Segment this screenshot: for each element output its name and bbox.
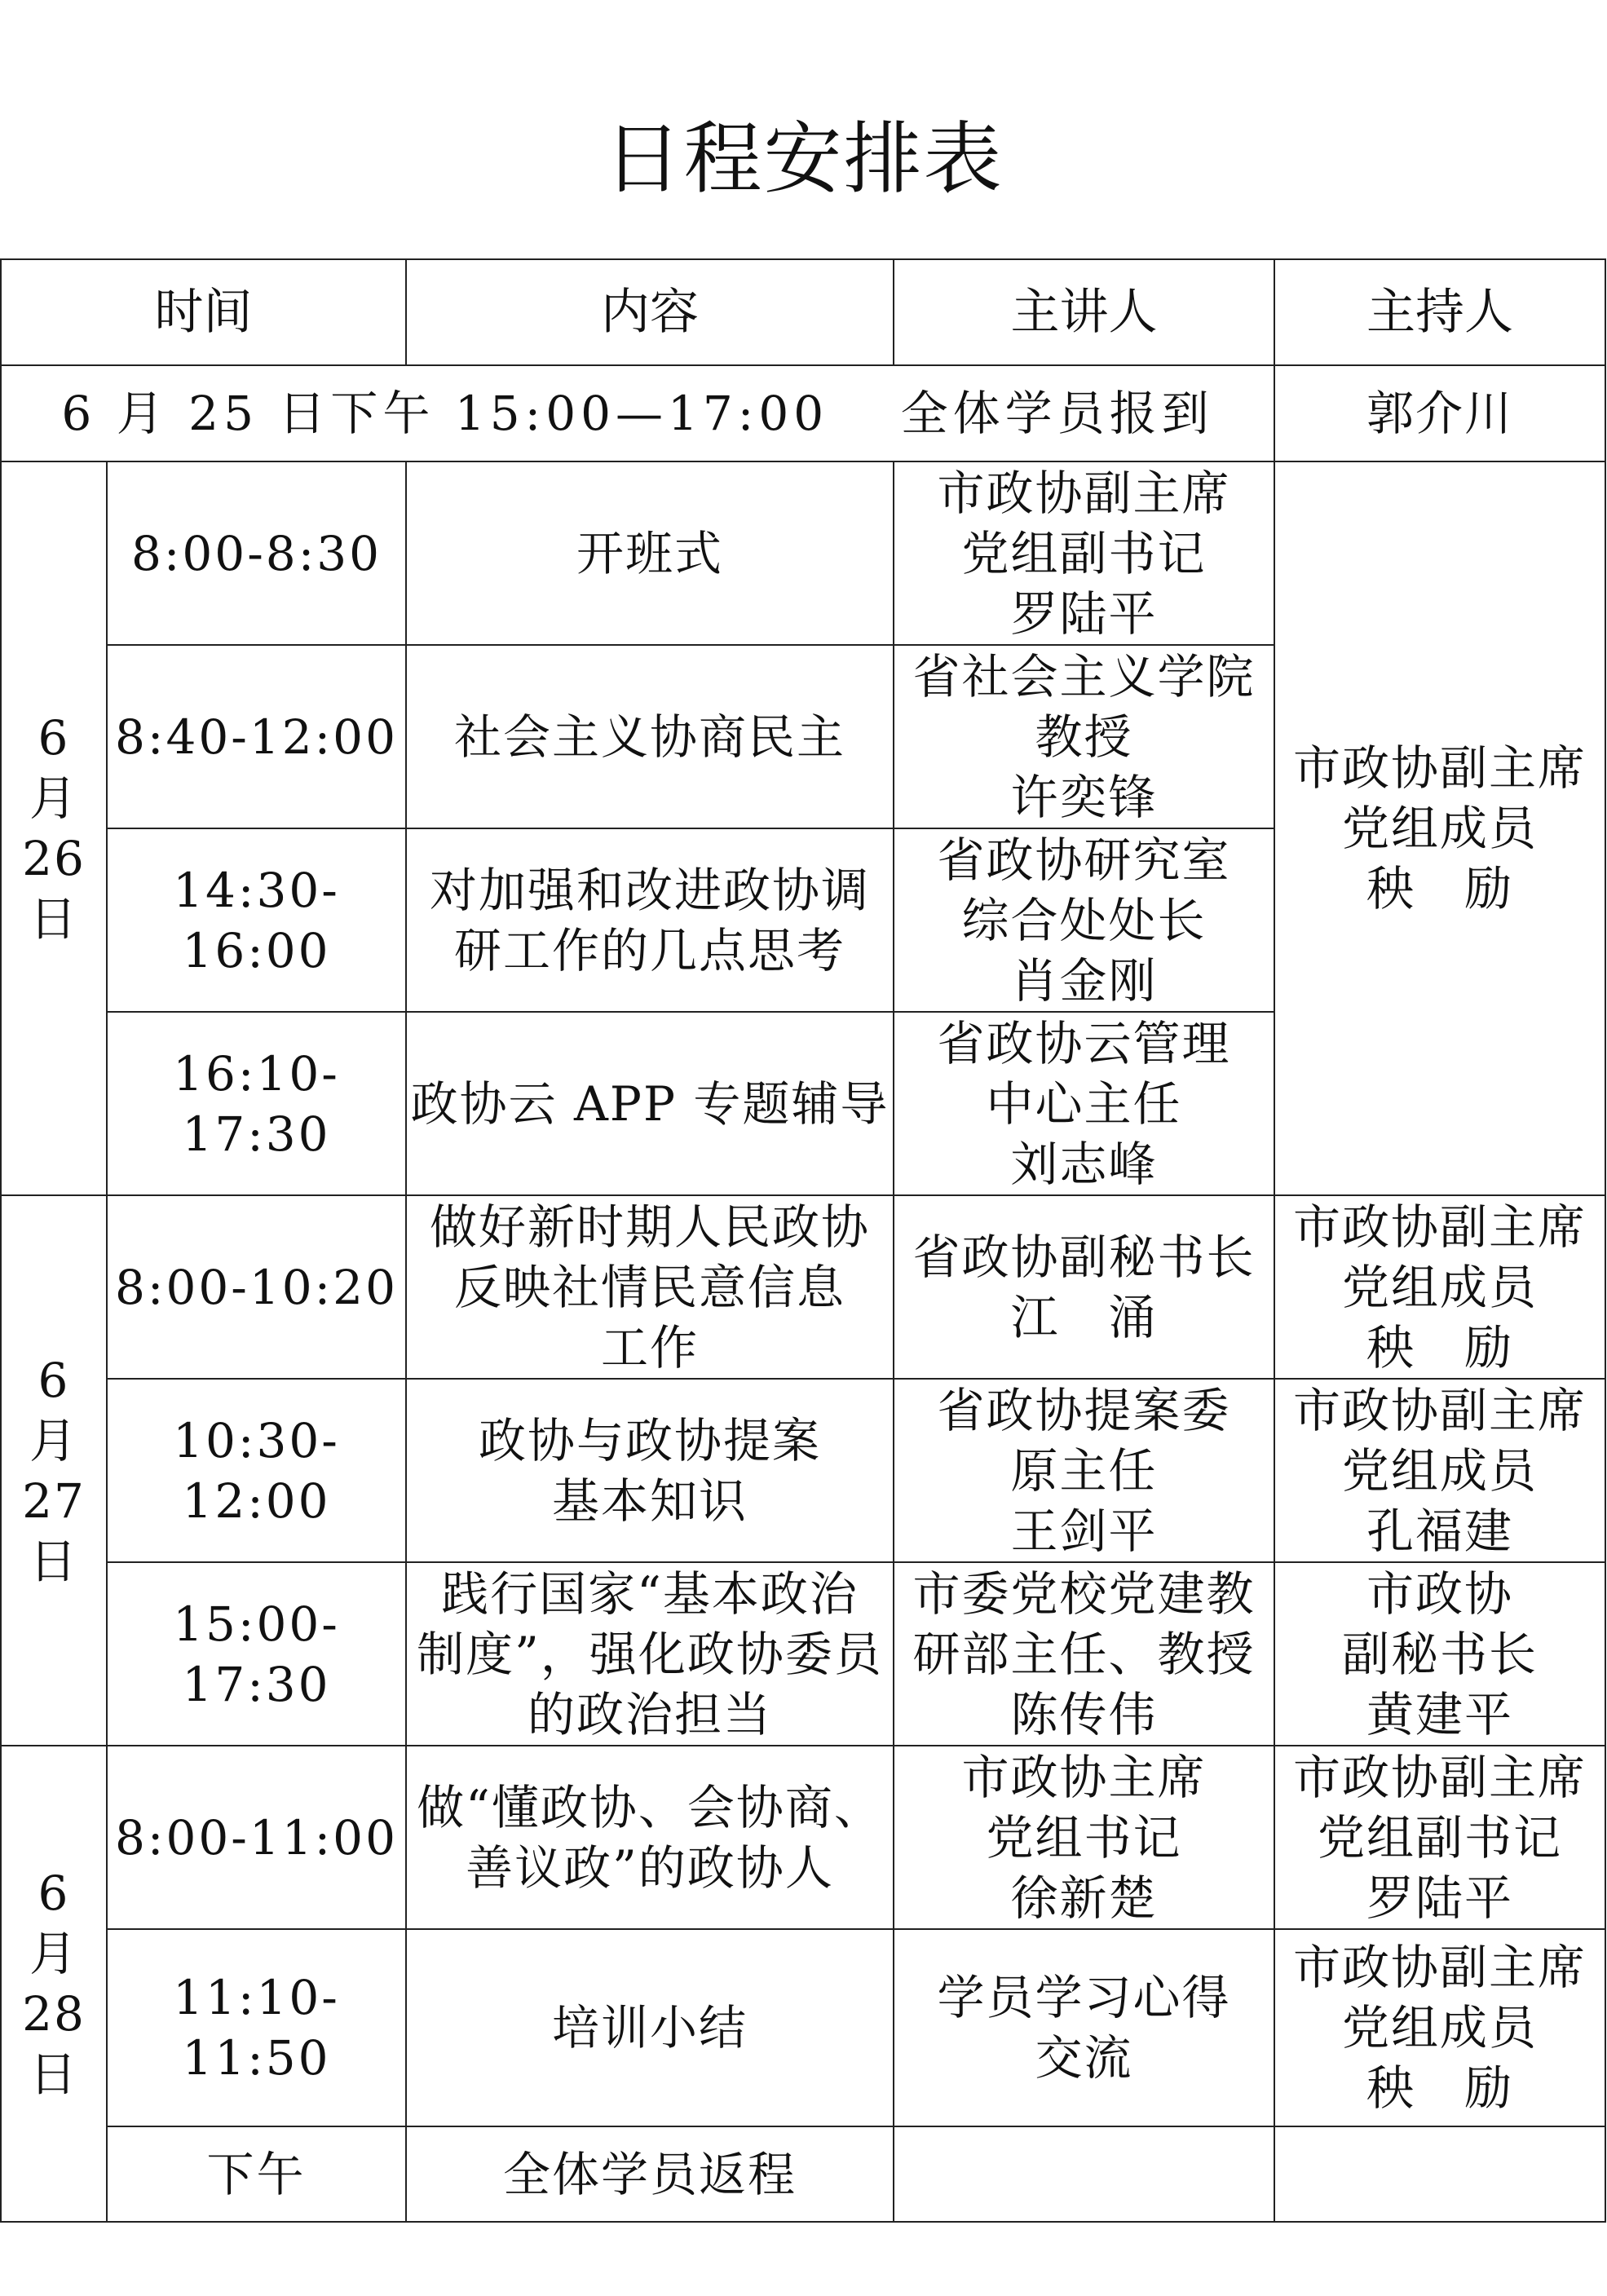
session-speaker: 省政协副秘书长 江 涌 — [894, 1195, 1274, 1379]
session-time: 下午 — [107, 2126, 406, 2222]
registration-host: 郭介川 — [1274, 365, 1605, 461]
session-content: 践行国家“基本政治 制度”，强化政协委员 的政治担当 — [406, 1562, 894, 1746]
session-content: 政协与政协提案 基本知识 — [406, 1379, 894, 1562]
session-content: 社会主义协商民主 — [406, 645, 894, 828]
session-host: 市政协副主席 党组副书记 罗陆平 — [1274, 1746, 1605, 1929]
header-speaker: 主讲人 — [894, 259, 1274, 365]
session-content: 培训小结 — [406, 1929, 894, 2126]
table-row — [1, 1195, 1605, 1379]
registration-text: 6 月 25 日下午 15:00—17:00 全体学员报到 — [1, 365, 1274, 461]
session-time: 16:10-17:30 — [107, 1012, 406, 1195]
session-speaker: 市政协副主席 党组副书记 罗陆平 — [894, 461, 1274, 645]
session-content: 对加强和改进政协调 研工作的几点思考 — [406, 828, 894, 1012]
session-speaker — [894, 2126, 1274, 2222]
session-host: 市政协 副秘书长 黄建平 — [1274, 1562, 1605, 1746]
session-time: 8:00-10:20 — [107, 1195, 406, 1379]
table-row — [1, 1562, 1605, 1746]
session-host: 市政协副主席 党组成员 孔福建 — [1274, 1379, 1605, 1562]
table-row — [1, 1929, 1605, 2126]
session-time: 8:00-11:00 — [107, 1746, 406, 1929]
session-host — [1274, 2126, 1605, 2222]
date-cell-day1: 6 月 26 日 — [1, 461, 107, 1195]
table-row — [1, 1379, 1605, 1562]
date-cell-day3: 6 月 28 日 — [1, 1746, 107, 2222]
session-speaker: 省政协云管理 中心主任 刘志峰 — [894, 1012, 1274, 1195]
session-content: 做“懂政协、会协商、 善议政”的政协人 — [406, 1746, 894, 1929]
session-speaker: 学员学习心得 交流 — [894, 1929, 1274, 2126]
session-time: 15:00-17:30 — [107, 1562, 406, 1746]
session-time: 8:40-12:00 — [107, 645, 406, 828]
session-time: 14:30-16:00 — [107, 828, 406, 1012]
page-title: 日程安排表 — [603, 113, 1004, 205]
session-host: 市政协副主席 党组成员 秧 励 — [1274, 1195, 1605, 1379]
session-content: 做好新时期人民政协 反映社情民意信息 工作 — [406, 1195, 894, 1379]
session-speaker: 市政协主席 党组书记 徐新楚 — [894, 1746, 1274, 1929]
session-content: 开班式 — [406, 461, 894, 645]
registration-row — [1, 365, 1605, 461]
day1-host: 市政协副主席 党组成员 秧 励 — [1274, 461, 1605, 1195]
header-row — [1, 259, 1605, 365]
session-time: 8:00-8:30 — [107, 461, 406, 645]
session-speaker: 省政协研究室 综合处处长 肖金刚 — [894, 828, 1274, 1012]
table-row — [1, 461, 1605, 645]
session-speaker: 省政协提案委 原主任 王剑平 — [894, 1379, 1274, 1562]
header-content: 内容 — [406, 259, 894, 365]
session-speaker: 省社会主义学院 教授 许奕锋 — [894, 645, 1274, 828]
session-speaker: 市委党校党建教 研部主任、教授 陈传伟 — [894, 1562, 1274, 1746]
session-content: 全体学员返程 — [406, 2126, 894, 2222]
session-time: 10:30-12:00 — [107, 1379, 406, 1562]
session-host: 市政协副主席 党组成员 秧 励 — [1274, 1929, 1605, 2126]
session-time: 11:10-11:50 — [107, 1929, 406, 2126]
table-row — [1, 1746, 1605, 1929]
table-row — [1, 2126, 1605, 2222]
header-host: 主持人 — [1274, 259, 1605, 365]
header-time: 时间 — [1, 259, 406, 365]
date-cell-day2: 6 月 27 日 — [1, 1195, 107, 1746]
schedule-table — [0, 258, 1606, 2223]
session-content: 政协云 APP 专题辅导 — [406, 1012, 894, 1195]
